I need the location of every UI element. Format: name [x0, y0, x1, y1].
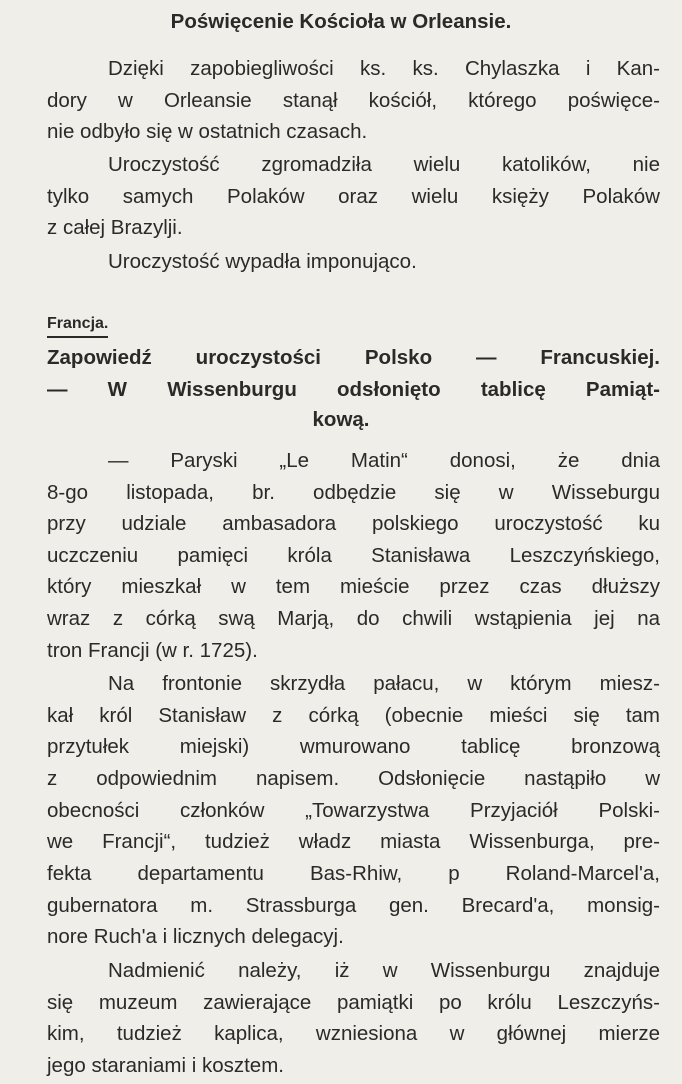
- text-line: jego staraniami i kosztem.: [47, 1054, 284, 1077]
- article-title-line: kową.: [312, 408, 370, 431]
- text-line: Uroczystość zgromadziła wielu katolików, nie: [108, 153, 660, 176]
- text-line: 8-go listopada, br. odbędzie się w Wisseburgu: [47, 481, 660, 504]
- text-line: się muzeum zawierające pamiątki po królu Leszczyńs-: [47, 991, 660, 1014]
- text-line: z odpowiednim napisem. Odsłonięcie nastąpiło w: [47, 767, 660, 790]
- text-line: dory w Orleansie stanął kościół, którego poświęce-: [47, 89, 660, 112]
- text-line: z całej Brazylji.: [47, 216, 183, 239]
- text-line: wraz z córką swą Marją, do chwili wstąpienia jej na: [47, 607, 660, 630]
- text-line: fekta departamentu Bas-Rhiw, p Roland-Marcel'a,: [47, 862, 660, 885]
- text-line: nore Ruch'a i licznych delegacyj.: [47, 925, 344, 948]
- text-line: kał król Stanisław z córką (obecnie mieści się tam: [47, 704, 660, 727]
- text-line: przy udziale ambasadora polskiego uroczystość ku: [47, 512, 660, 535]
- text-line: który mieszkał w tem mieście przez czas dłuższy: [47, 575, 660, 598]
- text-line: tron Francji (w r. 1725).: [47, 639, 258, 662]
- text-line: Dzięki zapobiegliwości ks. ks. Chylaszka i Kan-: [108, 57, 660, 80]
- text-line: gubernatora m. Strassburga gen. Brecard'a, monsig-: [47, 894, 660, 917]
- text-line: Nadmienić należy, iż w Wissenburgu znajduje: [108, 959, 660, 982]
- text-line: uczczeniu pamięci króla Stanisława Leszczyńskiego,: [47, 544, 660, 567]
- article-title: Poświęcenie Kościoła w Orleansie.: [170, 10, 512, 33]
- text-line: obecności członków „Towarzystwa Przyjaciół Polski-: [47, 799, 660, 822]
- article-title-line: Zapowiedź uroczystości Polsko — Francuskiej.: [47, 346, 660, 369]
- text-line: we Francji“, tudzież władz miasta Wissenburga, pre-: [47, 830, 660, 853]
- text-line: tylko samych Polaków oraz wielu księży Polaków: [47, 185, 660, 208]
- text-line: kim, tudzież kaplica, wzniesiona w głównej mierze: [47, 1022, 660, 1045]
- text-line: nie odbyło się w ostatnich czasach.: [47, 120, 368, 143]
- article-title-line: — W Wissenburgu odsłonięto tablicę Pamiąt-: [47, 378, 660, 401]
- text-line: Uroczystość wypadła imponująco.: [108, 250, 417, 273]
- section-heading: Francja.: [47, 315, 108, 338]
- text-line: — Paryski „Le Matin“ donosi, że dnia: [108, 449, 660, 472]
- text-line: przytułek miejski) wmurowano tablicę bronzową: [47, 735, 660, 758]
- text-line: Na frontonie skrzydła pałacu, w którym miesz-: [108, 672, 660, 695]
